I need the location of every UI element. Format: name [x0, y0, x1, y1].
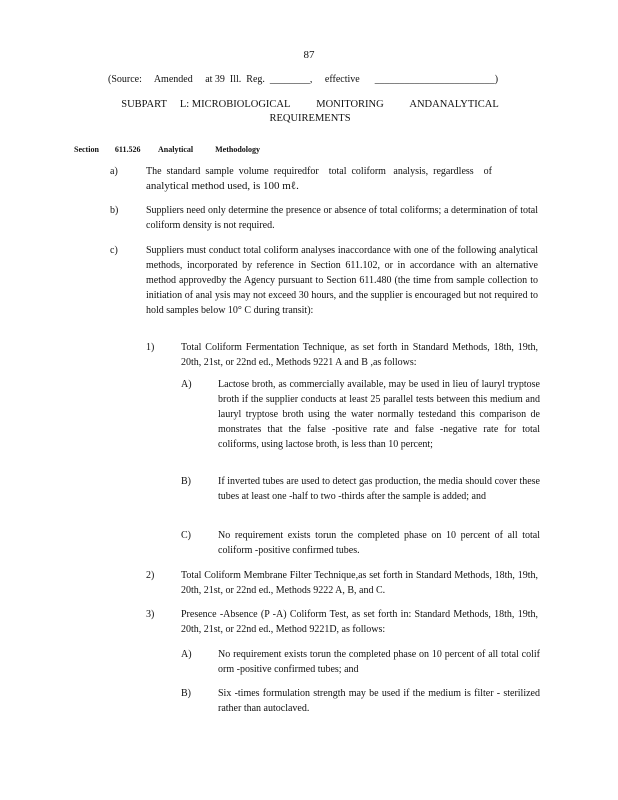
item-a-text-line-2: analytical method used, is 100 mℓ.: [146, 180, 299, 192]
item-c1b-text: If inverted tubes are used to detect gas production, the media should cover these tubes at least one -half to two -thirds after the sample is added; and: [218, 476, 540, 502]
subpart-title-line-2: REQUIREMENTS: [269, 113, 351, 124]
item-a-label: a): [110, 166, 118, 177]
item-c3b-text: Six -times formulation strength may be used if the medium is filter - sterilized rather than autoclaved.: [218, 688, 540, 714]
item-b-text: Suppliers need only determine the presence or absence of total coliforms; a determination of total coliform density is not required.: [146, 205, 538, 231]
item-c2-label: 2): [146, 570, 155, 581]
item-c3-label: 3): [146, 609, 155, 620]
item-c1a-label: A): [181, 379, 192, 390]
source-note: (Source: Amended at 39 Ill. Reg. ________, effective ________________________): [108, 74, 499, 85]
item-b-label: b): [110, 205, 119, 216]
item-c1c-label: C): [181, 530, 191, 541]
item-c3b-label: B): [181, 688, 191, 699]
page-number: 87: [303, 49, 315, 61]
item-c3-text: Presence -Absence (P -A) Coliform Test, as set forth in: Standard Methods, 18th, 19th, 20th, 21st, or 22nd ed., Method 9221D, as follows:: [181, 609, 538, 635]
subpart-title-line-1: SUBPART L: MICROBIOLOGICAL MONITORING ANDANALYTICAL: [121, 99, 499, 110]
section-heading: Section 611.526 Analytical Methodology: [74, 145, 260, 154]
item-c1c-text: No requirement exists torun the completed phase on 10 percent of all total coliform -positive confirmed tubes.: [218, 530, 540, 556]
item-a-text-line-1: The standard sample volume requiredfor total coliform analysis, regardless of: [146, 166, 493, 177]
item-c3a-text: No requirement exists torun the completed phase on 10 percent of all total colif orm -positive confirmed tubes; and: [218, 649, 540, 675]
item-c-text: Suppliers must conduct total coliform analyses inaccordance with one of the following analytical methods, incorporated by reference in Section 611.102, or in accordance with an alternative method approvedby the Agency pursuant to Section 611.480 (the time from sample collection to initiation of anal ysis may not exceed 30 hours, and the supplier is encouraged but not required to hold samples below 10° C during transit):: [146, 245, 538, 316]
item-c1a-text: Lactose broth, as commercially available, may be used in lieu of lauryl tryptose broth if the supplier conducts at least 25 parallel tests between this medium and lauryl tryptose broth using the water normally testedand this comparison de monstrates that the false -positive rate and false -negative rate for total coliforms, using lactose broth, is less than 10 percent;: [218, 379, 540, 450]
item-c1b-label: B): [181, 476, 191, 487]
item-c-label: c): [110, 245, 118, 256]
item-c1-label: 1): [146, 342, 155, 353]
item-a-text: [146, 164, 538, 194]
subpart-title: [100, 98, 520, 126]
item-c2-text: Total Coliform Membrane Filter Technique,as set forth in Standard Methods, 18th, 19th, 20th, 21st, or 22nd ed., Methods 9222 A, B, and C.: [181, 570, 538, 596]
item-c1-text: Total Coliform Fermentation Technique, as set forth in Standard Methods, 18th, 19th, 20th, 21st, or 22nd ed., Methods 9221 A and B ,as follows:: [181, 342, 538, 368]
item-c3a-label: A): [181, 649, 192, 660]
